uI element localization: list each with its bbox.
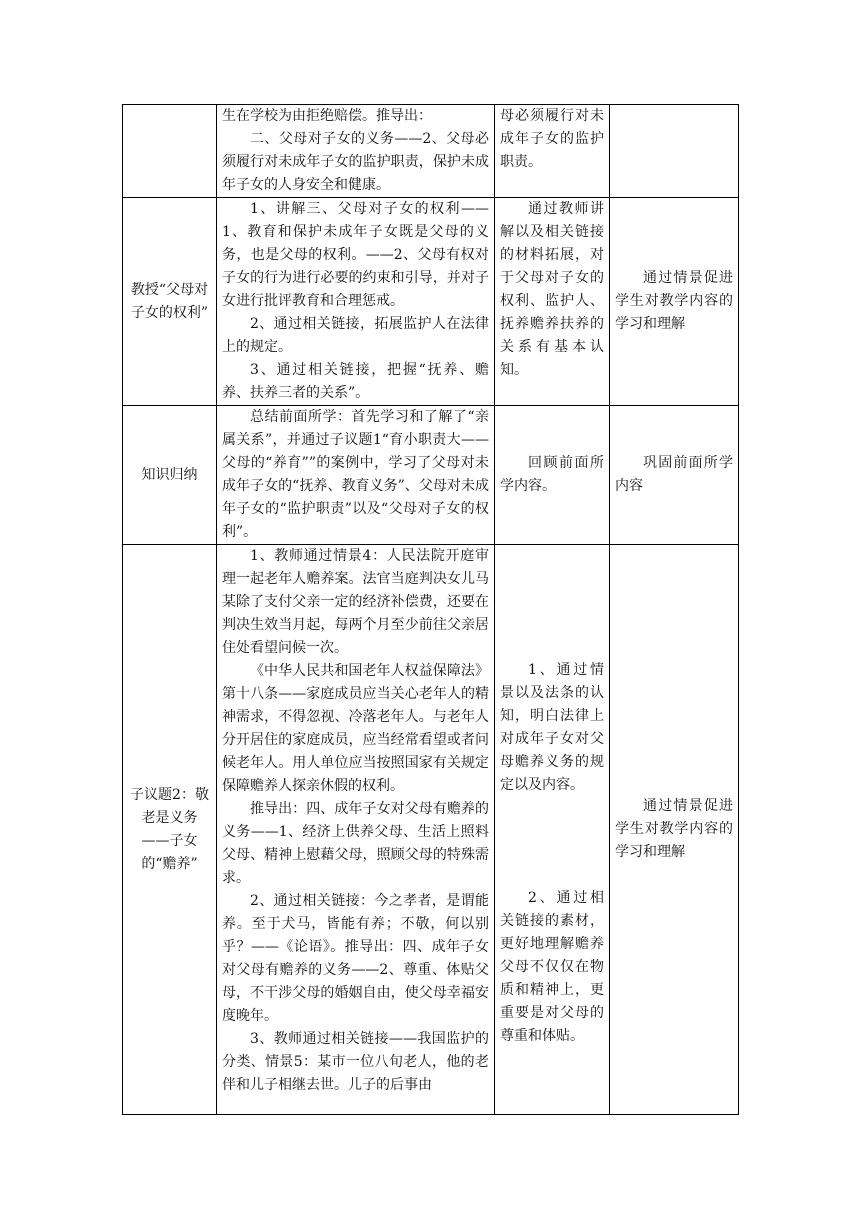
- table-row: [123, 105, 739, 198]
- intent-cell: [610, 198, 739, 406]
- activity-paragraph: 2、通过相关链接，拓展监护人在法律上的规定。: [222, 316, 489, 355]
- student-paragraph: 母必须履行对未成年子女的监护职责。: [500, 108, 604, 170]
- activity-paragraph: 《中华人民共和国老年人权益保障法》第十八条——家庭成员应当关心老年人的精神需求，不得忽视、冷落老年人。与老年人分开居住的家庭成员，应当经常看望或者问候老年人。用人单位应当按照国家有关规定保障赡养人探亲休假的权利。: [222, 663, 489, 794]
- student-cell: [495, 198, 610, 406]
- table-row: [123, 406, 739, 545]
- activity-cell: [217, 198, 495, 406]
- intent-paragraph: 通过情景促进学生对教学内容的学习和理解: [615, 270, 733, 332]
- activity-paragraph: 二、父母对子女的义务——2、父母必须履行对未成年子女的监护职责，保护未成年子女的人身安全和健康。: [222, 131, 489, 193]
- activity-cell: [217, 545, 495, 1115]
- intent-cell: [610, 105, 739, 198]
- activity-cell: [217, 406, 495, 545]
- student-paragraph: 2、通过相关链接的素材，更好地理解赡养父母不仅仅在物质和精神上，更重要是对父母的尊重和体贴。: [500, 890, 604, 1044]
- table-row: [123, 545, 739, 1115]
- student-paragraph: 回顾前面所学内容。: [500, 455, 604, 494]
- activity-paragraph: 3、教师通过相关链接——我国监护的分类、情景5：某市一位八旬老人，他的老伴和儿子相继去世。儿子的后事由: [222, 1031, 489, 1093]
- activity-paragraph: 1、教师通过情景4：人民法院开庭审理一起老年人赡养案。法官当庭判决女儿马某除了支付父亲一定的经济补偿费，还要在判决生效当月起，每两个月至少前往父亲居住处看望问候一次。: [222, 548, 489, 656]
- intent-paragraph: 通过情景促进学生对教学内容的学习和理解: [615, 798, 733, 860]
- intent-paragraph: 巩固前面所学内容: [615, 455, 733, 494]
- student-paragraph: 通过教师讲解以及相关链接的材料拓展，对于父母对子女的权利、监护人、抚养赡养扶养的关系有基本认知。: [500, 201, 604, 378]
- activity-paragraph: 2、通过相关链接：今之孝者，是谓能养。至于犬马，皆能有养；不敬，何以别乎？——《论语》。推导出：四、成年子女对父母有赡养的义务——2、尊重、体贴父母，不干涉父母的婚姻自由，使父母幸福安度晚年。: [222, 893, 489, 1024]
- activity-paragraph: 1、讲解三、父母对子女的权利——1、教育和保护未成年子女既是父母的义务，也是父母的权利。——2、父母有权对子女的行为进行必要的约束和引导，并对子女进行批评教育和合理惩戒。: [222, 201, 489, 309]
- spacer: [500, 797, 604, 887]
- table-row: [123, 198, 739, 406]
- stage-cell: 子议题2：敬老是义务——子女的“赡养”: [123, 545, 217, 1115]
- stage-cell: 教授“父母对子女的权利”: [123, 198, 217, 406]
- intent-cell: [610, 545, 739, 1115]
- activity-paragraph: 总结前面所学：首先学习和了解了“亲属关系”，并通过子议题1“育小职责大——父母的“养育””的案例中，学习了父母对未成年子女的“抚养、教育义务”、父母对未成年子女的“监护职责”以及“父母对子女的权利”。: [222, 409, 489, 540]
- student-paragraph: 1、通过情景以及法条的认知，明白法律上对成年子女对父母赡养义务的规定以及内容。: [500, 662, 604, 793]
- activity-paragraph: 3、通过相关链接，把握“抚养、赡养、扶养三者的关系”。: [222, 362, 489, 401]
- activity-paragraph: 生在学校为由拒绝赔偿。推导出：: [222, 108, 432, 124]
- activity-paragraph: 推导出：四、成年子女对父母有赡养的义务——1、经济上供养父母、生活上照料父母、精神上慰藉父母，照顾父母的特殊需求。: [222, 801, 489, 886]
- stage-cell: [123, 105, 217, 198]
- student-cell: [495, 545, 610, 1115]
- stage-cell: 知识归纳: [123, 406, 217, 545]
- intent-cell: [610, 406, 739, 545]
- student-cell: [495, 105, 610, 198]
- student-cell: [495, 406, 610, 545]
- lesson-plan-table: [122, 104, 739, 1115]
- activity-cell: [217, 105, 495, 198]
